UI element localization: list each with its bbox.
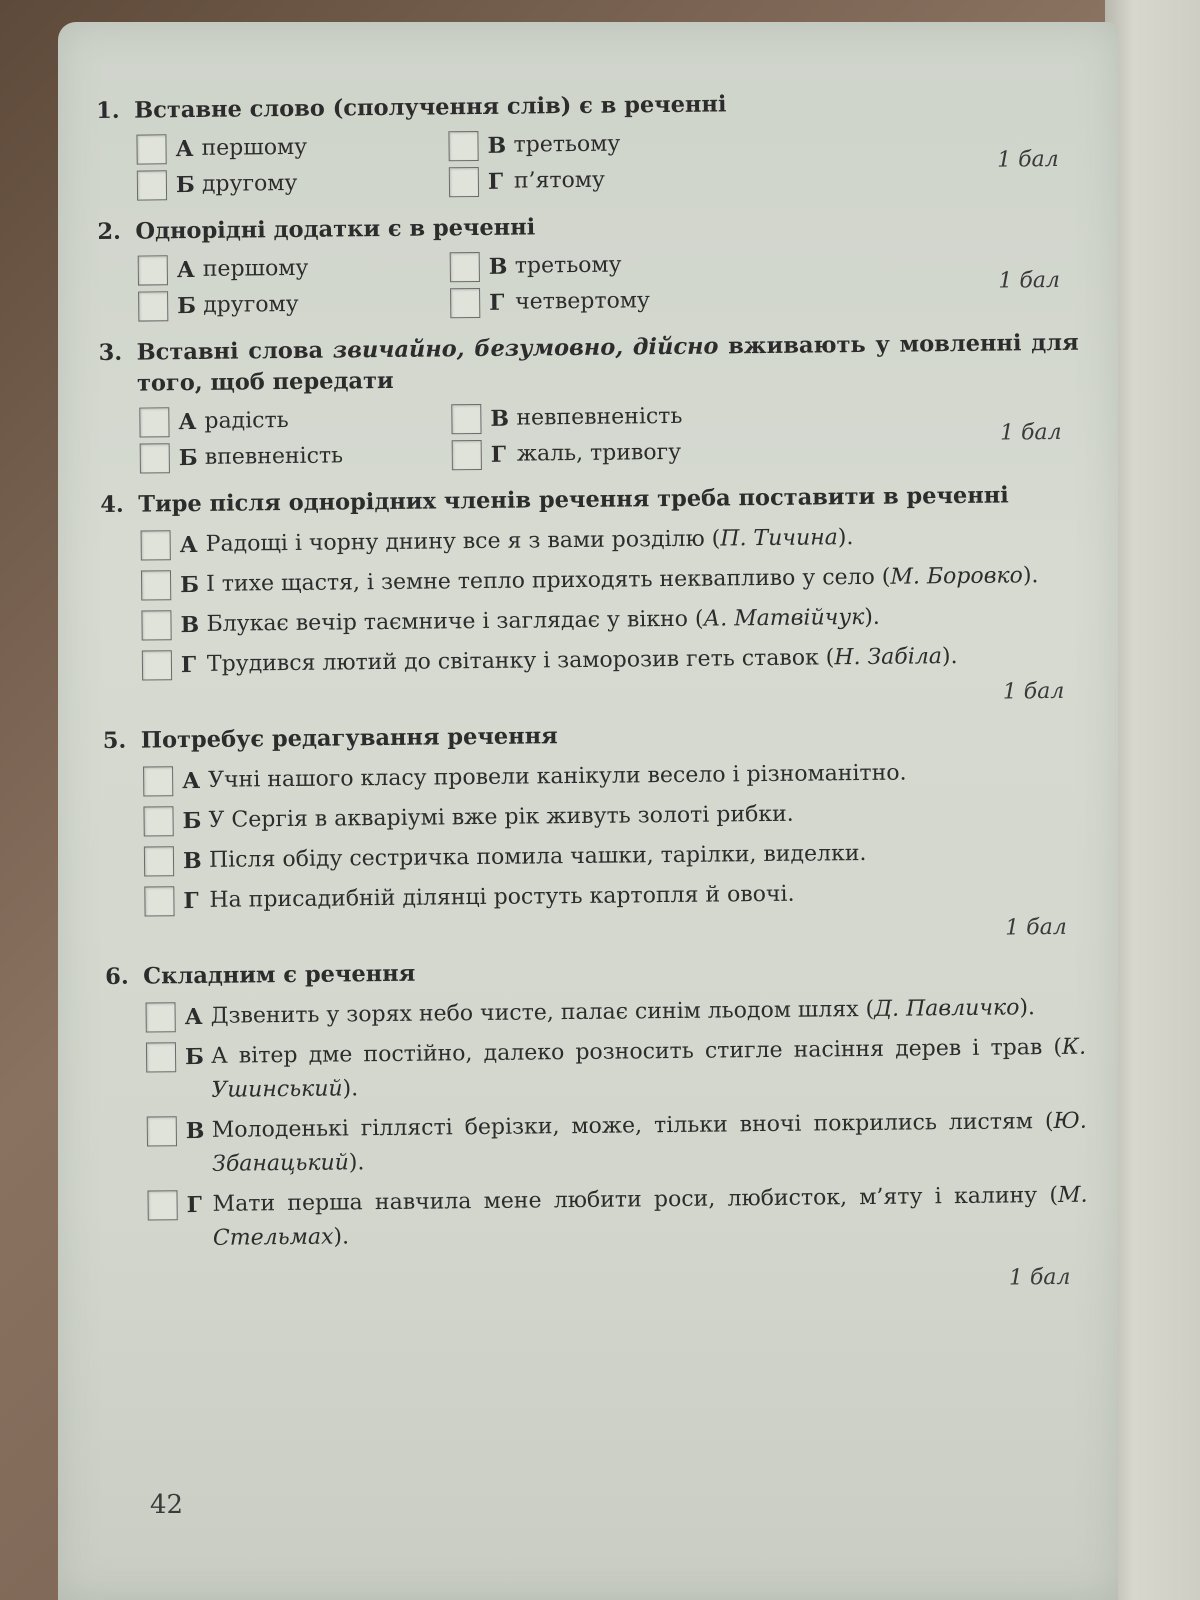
option-b: Б впевненість <box>140 438 452 475</box>
option-g: Г четвертому <box>450 283 762 320</box>
score-label: 1 бал <box>1002 678 1065 705</box>
answer-checkbox[interactable] <box>448 131 478 161</box>
answer-checkbox[interactable] <box>144 886 174 916</box>
option-a: А першому <box>138 250 450 287</box>
score-label: 1 бал <box>1005 914 1067 941</box>
answer-checkbox[interactable] <box>138 255 168 285</box>
question-number: 3. <box>98 339 123 366</box>
option-b: Б І тихе щастя, і земне тепло приходять неквапливо у село (М. Боровко). <box>141 559 1081 603</box>
option-b: Б У Сергія в акваріумі вже рік живуть золоті рибки. <box>143 795 1083 839</box>
option-g: Г Трудився лютий до світанку і заморозив геть ставок (Н. Забіла). <box>142 639 1082 683</box>
option-g: Г Мати перша навчила мене любити роси, любисток, м’яту і калину (М. Стельмах). <box>147 1179 1088 1257</box>
question-text: Вставне слово (сполучення слів) є в реченні <box>134 91 727 124</box>
question-text: Вставні слова звичайно, безумовно, дійсно вживають у мовленні для того, щоб передати <box>136 329 1079 397</box>
question-5 <box>103 716 1085 950</box>
answer-checkbox[interactable] <box>140 443 170 473</box>
answer-checkbox[interactable] <box>449 167 479 197</box>
option-b: Б другому <box>137 165 449 202</box>
option-g: Г На присадибній ділянці ростуть картопля й овочі. <box>144 875 1084 919</box>
option-b: Б другому <box>138 286 450 323</box>
answer-checkbox[interactable] <box>137 170 167 200</box>
option-v: В Блукає вечір таємниче і заглядає у вікно (А. Матвійчук). <box>141 599 1081 643</box>
answer-checkbox[interactable] <box>147 1116 177 1146</box>
option-a: А Радощі і чорну днину все я з вами розділю (П. Тичина). <box>141 519 1081 563</box>
option-v: В третьому <box>450 247 762 284</box>
question-3 <box>99 328 1080 478</box>
question-text: Тире після однорідних членів речення треба поставити в реченні <box>138 482 1009 518</box>
answer-checkbox[interactable] <box>452 440 482 470</box>
answer-checkbox[interactable] <box>450 252 480 282</box>
option-a: А Учні нашого класу провели канікули весело і різноманітно. <box>143 755 1083 799</box>
answer-checkbox[interactable] <box>143 766 173 796</box>
option-g: Г жаль, тривогу <box>452 435 764 472</box>
option-b: Б А вітер дме постійно, далеко розносить стигле насіння дерев і трав (К. Ушинський). <box>146 1031 1087 1109</box>
answer-checkbox[interactable] <box>451 404 481 434</box>
option-a: А Дзвенить у зорях небо чисте, палає синім льодом шлях (Д. Павличко). <box>145 991 1085 1035</box>
answer-checkbox[interactable] <box>450 288 480 318</box>
answer-checkbox[interactable] <box>138 291 168 321</box>
question-4 <box>100 480 1082 714</box>
option-v: В Після обіду сестричка помила чашки, тарілки, виделки. <box>144 835 1084 879</box>
option-a: А радість <box>139 402 451 439</box>
answer-checkbox[interactable] <box>136 134 166 164</box>
question-text: Потребує редагування речення <box>140 723 558 754</box>
option-g: Г п’ятому <box>449 162 761 199</box>
question-number: 2. <box>97 218 122 245</box>
answer-checkbox[interactable] <box>142 650 172 680</box>
question-number: 6. <box>105 963 129 990</box>
score-label: 1 бал <box>997 146 1059 173</box>
score-label: 1 бал <box>1008 1264 1071 1291</box>
answer-checkbox[interactable] <box>141 530 171 560</box>
question-2 <box>97 207 1078 326</box>
answer-checkbox[interactable] <box>141 610 171 640</box>
page-number: 42 <box>150 1490 184 1520</box>
answer-checkbox[interactable] <box>145 1002 175 1032</box>
answer-checkbox[interactable] <box>146 1042 176 1072</box>
question-number: 5. <box>102 727 127 754</box>
question-6 <box>105 952 1088 1300</box>
question-1 <box>96 86 1077 205</box>
score-label: 1 бал <box>998 267 1061 294</box>
answer-checkbox[interactable] <box>139 407 169 437</box>
option-v: В третьому <box>448 126 760 163</box>
next-page-edge <box>1105 0 1200 1600</box>
score-label: 1 бал <box>999 419 1062 446</box>
option-v: В невпевненість <box>451 399 763 436</box>
test-content <box>96 86 1089 1312</box>
option-a: А першому <box>136 129 448 166</box>
question-text: Однорідні додатки є в реченні <box>135 214 536 245</box>
answer-checkbox[interactable] <box>147 1190 177 1220</box>
answer-checkbox[interactable] <box>144 846 174 876</box>
answer-checkbox[interactable] <box>141 570 171 600</box>
option-v: В Молоденькі гіллясті берізки, може, тільки вночі покрились листям (Ю. Збанацький). <box>147 1105 1088 1183</box>
question-number: 4. <box>100 491 124 518</box>
question-number: 1. <box>96 97 120 124</box>
answer-checkbox[interactable] <box>143 806 173 836</box>
question-text: Складним є речення <box>143 960 416 990</box>
